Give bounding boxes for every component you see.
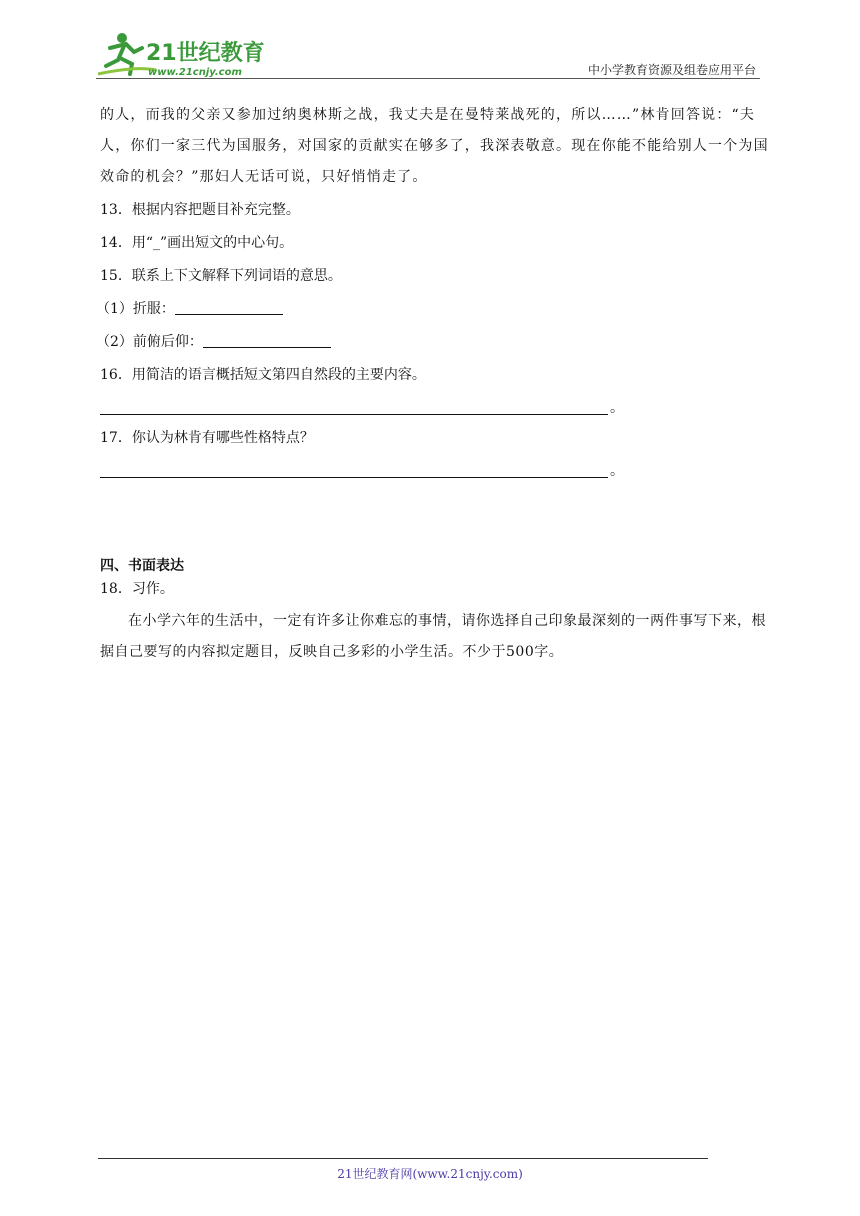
answer-line-16[interactable] xyxy=(100,391,772,415)
site-logo xyxy=(96,30,266,80)
question-15: 15．联系上下文解释下列词语的意思。 xyxy=(100,268,342,284)
question-16: 16．用简洁的语言概括短文第四自然段的主要内容。 xyxy=(100,367,426,383)
question-18: 18．习作。 xyxy=(100,581,174,597)
svg-text:21世纪教育: 21世纪教育 xyxy=(146,41,265,66)
essay-prompt: 在小学六年的生活中，一定有许多让你难忘的事情，请你选择自己印象最深刻的一两件事写下来，根据自己要写的内容拟定题目，反映自己多彩的小学生活。不少于500字。 xyxy=(100,613,766,660)
question-15-1-label: （1）折服： xyxy=(96,301,175,317)
question-15-1 xyxy=(96,294,772,325)
header-divider xyxy=(96,78,760,79)
footer-divider xyxy=(98,1158,708,1159)
answer-line-17-bar xyxy=(100,476,608,478)
question-15-2 xyxy=(96,327,772,358)
section-4-title: 四、书面表达 xyxy=(100,558,184,574)
svg-text:www.21cnjy.com: www.21cnjy.com xyxy=(148,67,242,78)
document-body xyxy=(96,100,772,668)
footer-site[interactable]: 21世纪教育网(www.21cnjy.com) xyxy=(337,1167,523,1181)
passage-line-1: 的人，而我的父亲又参加过纳奥林斯之战，我丈夫是在曼特莱战死的，所以……”林肯回答说：“夫 xyxy=(100,107,756,123)
answer-line-16-period: 。 xyxy=(610,400,624,416)
answer-blank-15-2[interactable] xyxy=(203,333,331,348)
platform-name: 中小学教育资源及组卷应用平台 xyxy=(587,63,756,77)
answer-line-17[interactable] xyxy=(100,454,772,478)
answer-line-17-period: 。 xyxy=(610,463,624,479)
passage-line-3: 效命的机会？”那妇人无话可说，只好悄悄走了。 xyxy=(100,169,428,185)
question-17: 17．你认为林肯有哪些性格特点？ xyxy=(100,430,314,446)
answer-line-16-bar xyxy=(100,413,608,415)
answer-blank-15-1[interactable] xyxy=(175,300,283,315)
question-15-2-label: （2）前俯后仰： xyxy=(96,334,203,350)
runner-logo-icon xyxy=(96,30,266,80)
question-13: 13．根据内容把题目补充完整。 xyxy=(100,202,300,218)
passage-line-2: 人，你们一家三代为国服务，对国家的贡献实在够多了，我深表敬意。现在你能不能给别人一个为国 xyxy=(100,138,769,154)
question-14: 14．用“_”画出短文的中心句。 xyxy=(100,235,294,251)
